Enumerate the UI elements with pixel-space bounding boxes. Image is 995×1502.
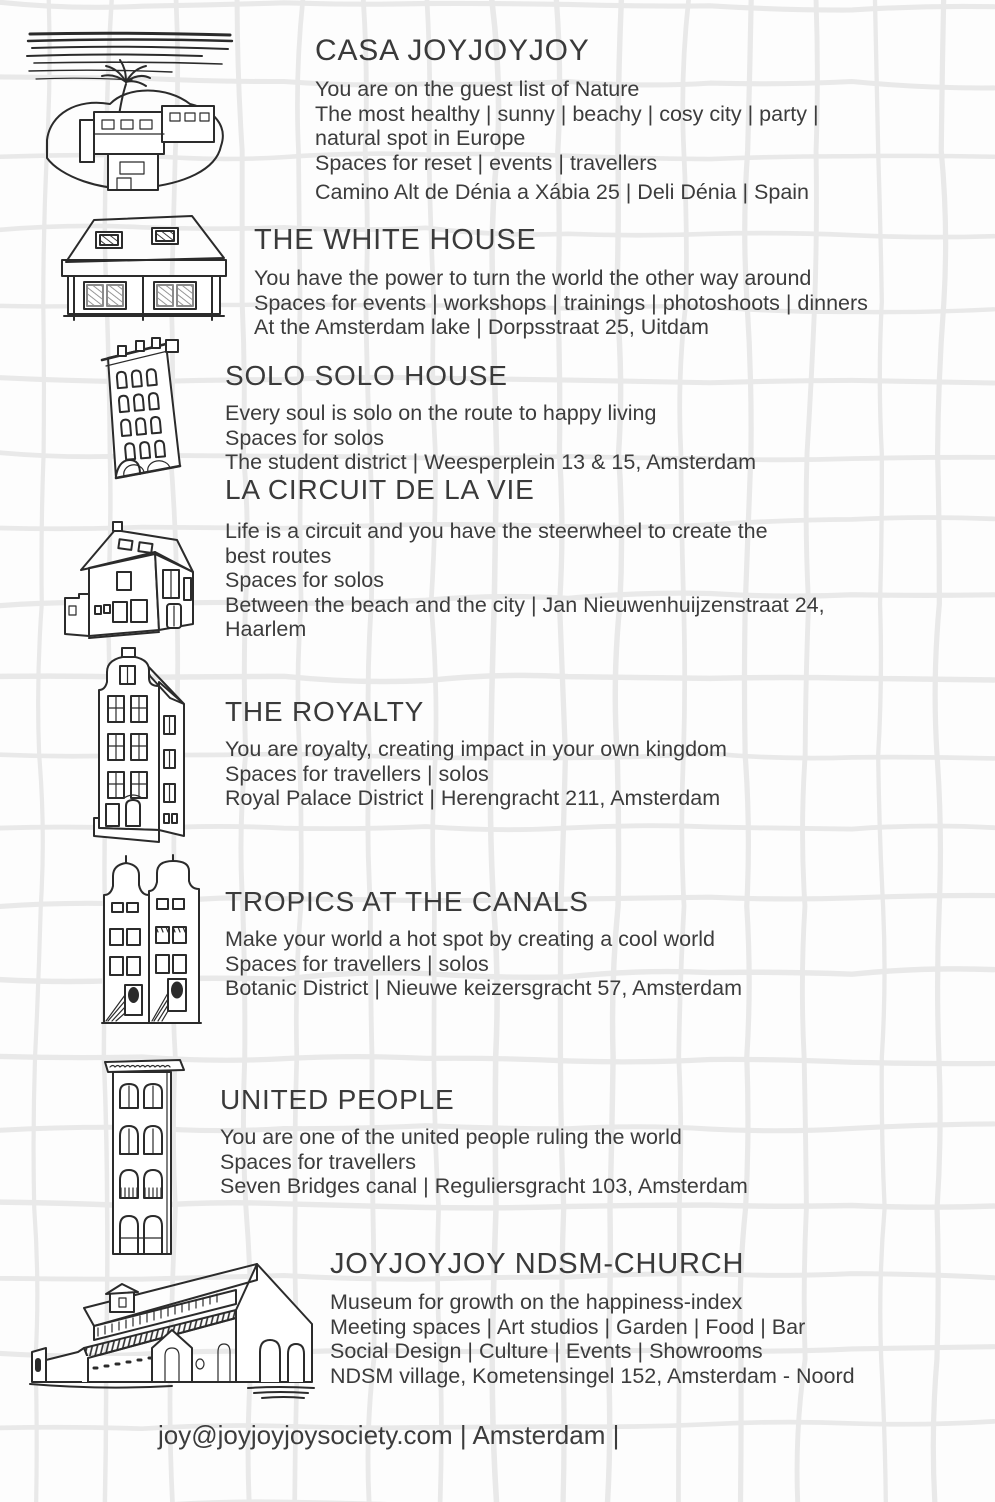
united-people-building-illustration xyxy=(100,1046,188,1261)
address-line: At the Amsterdam lake | Dorpsstraat 25, Uitdam xyxy=(254,315,709,340)
feature-line: The most healthy | sunny | beachy | cosy city | party | xyxy=(315,101,819,126)
section-title: CASA JOYJOYJOY xyxy=(315,34,590,67)
tagline: You have the power to turn the world the other way around xyxy=(254,266,812,290)
address-line: Botanic District | Nieuwe keizersgracht 57, Amsterdam xyxy=(225,976,742,1001)
address-line: Between the beach and the city | Jan Nieuwenhuijzenstraat 24, xyxy=(225,592,825,617)
address-line: Royal Palace District | Herengracht 211, Amsterdam xyxy=(225,786,721,811)
section-title: THE WHITE HOUSE xyxy=(254,224,537,256)
section-title: SOLO SOLO HOUSE xyxy=(225,360,508,391)
section-united-people xyxy=(220,1084,748,1199)
section-title: TROPICS AT THE CANALS xyxy=(225,886,589,917)
section-solo-solo-house xyxy=(225,360,756,475)
address-line: NDSM village, Kometensingel 152, Amsterdam - Noord xyxy=(330,1363,855,1388)
section-title: JOYJOYJOY NDSM-CHURCH xyxy=(330,1248,745,1280)
address-line: Haarlem xyxy=(225,617,307,642)
spaces-line: Spaces for travellers | solos xyxy=(225,951,489,976)
solo-solo-house-illustration xyxy=(86,336,204,484)
royalty-canal-house-illustration xyxy=(84,646,198,846)
section-title: LA CIRCUIT DE LA VIE xyxy=(225,474,535,505)
tagline: You are one of the united people ruling the world xyxy=(220,1125,682,1149)
section-the-royalty xyxy=(225,696,727,811)
address-line: The student district | Weesperplein 13 & 15, Amsterdam xyxy=(225,450,757,475)
tagline: You are on the guest list of Nature xyxy=(315,77,640,101)
section-title: UNITED PEOPLE xyxy=(220,1084,455,1115)
spaces-line: Spaces for travellers xyxy=(220,1149,416,1174)
contact-footer: joy@joyjoyjoysociety.com | Amsterdam | xyxy=(158,1420,620,1450)
address-line: Seven Bridges canal | Reguliersgracht 103, Amsterdam xyxy=(220,1174,748,1199)
section-la-circuit-de-la-vie xyxy=(225,474,825,642)
section-title: THE ROYALTY xyxy=(225,696,425,727)
tagline: Museum for growth on the happiness-index xyxy=(330,1290,743,1314)
section-casa-joyjoyjoy xyxy=(315,34,819,205)
feature-line: natural spot in Europe xyxy=(315,126,526,151)
spaces-line: Spaces for solos xyxy=(225,425,384,450)
feature-line: Social Design | Culture | Events | Showrooms xyxy=(330,1339,763,1364)
section-tropics-at-the-canals xyxy=(225,886,742,1001)
section-the-white-house xyxy=(254,224,868,340)
tagline: You are royalty, creating impact in your own kingdom xyxy=(225,737,727,761)
ndsm-church-illustration xyxy=(22,1252,322,1400)
circuit-house-illustration xyxy=(55,510,210,648)
feature-line: Meeting spaces | Art studios | Garden | Food | Bar xyxy=(330,1314,806,1339)
tagline: Life is a circuit and you have the steerwheel to create the xyxy=(225,519,768,543)
tropics-canal-houses-illustration xyxy=(94,853,208,1035)
white-house-illustration xyxy=(58,208,230,326)
section-joyjoyjoy-ndsm-church xyxy=(330,1248,855,1388)
spaces-line: Spaces for events | workshops | trainings | photoshoots | dinners xyxy=(254,290,868,315)
tagline: best routes xyxy=(225,543,332,568)
tagline: Make your world a hot spot by creating a cool world xyxy=(225,927,715,951)
hillside-villa-illustration xyxy=(22,28,237,203)
address-line: Camino Alt de Dénia a Xábia 25 | Deli Dénia | Spain xyxy=(315,180,810,205)
spaces-line: Spaces for travellers | solos xyxy=(225,761,489,786)
spaces-line: Spaces for solos xyxy=(225,568,384,593)
spaces-line: Spaces for reset | events | travellers xyxy=(315,150,658,175)
tagline: Every soul is solo on the route to happy living xyxy=(225,401,657,425)
